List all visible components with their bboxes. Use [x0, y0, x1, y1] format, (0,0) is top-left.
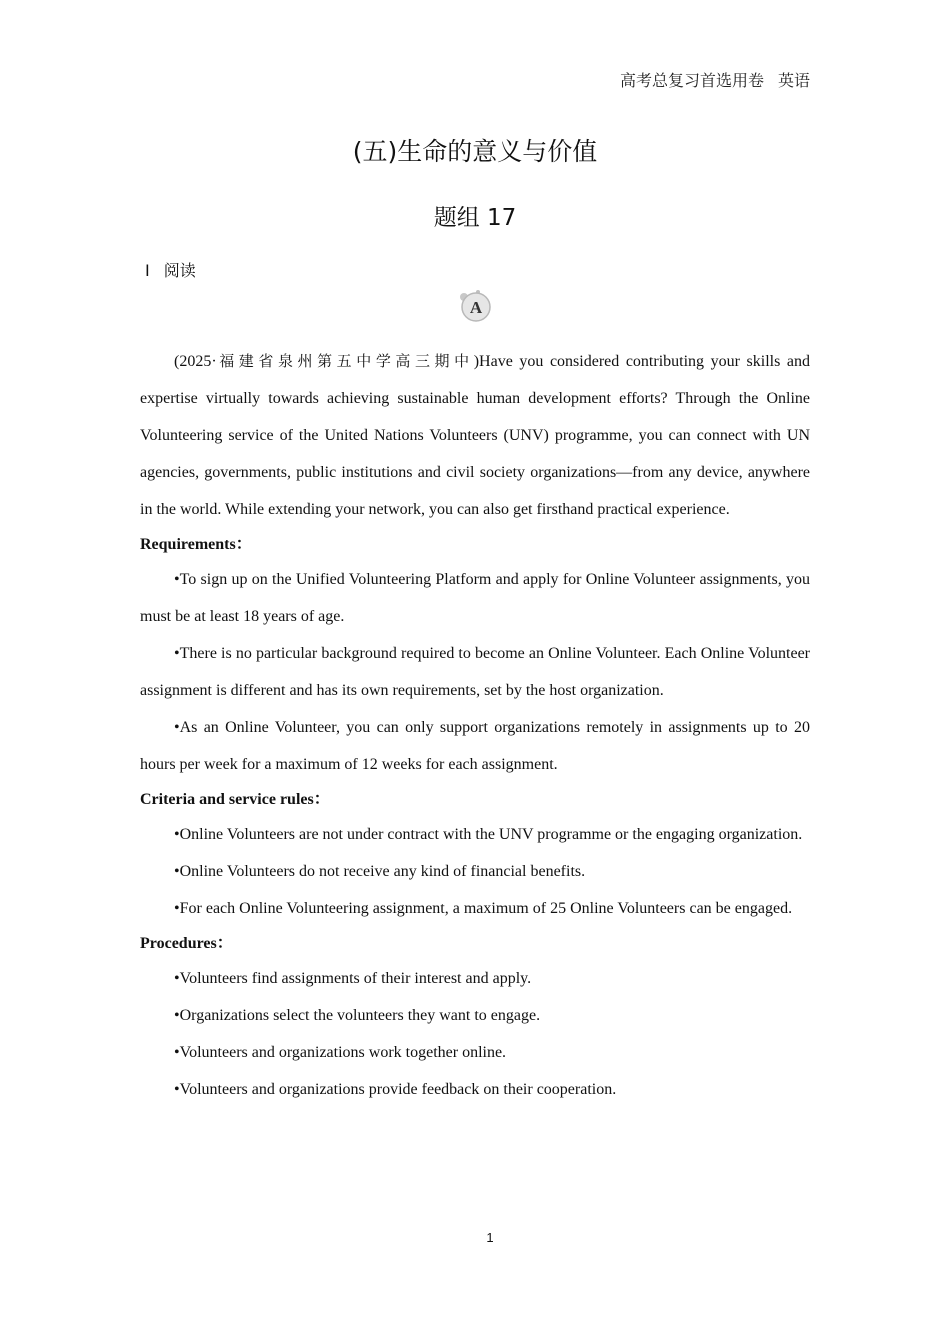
- page-title: (五)生命的意义与价值: [352, 137, 598, 166]
- subject-label: 英语: [777, 73, 810, 90]
- intro-paragraph: [140, 343, 810, 528]
- bullet-icon: •: [174, 970, 180, 987]
- section-heading-criteria: Criteria and service rules：: [140, 791, 330, 808]
- bullet-icon: •: [174, 1081, 180, 1098]
- bullet-icon: •: [174, 900, 180, 917]
- list-item: •As an Online Volunteer, you can only support organizations remotely in assignments up to 20 hours per week for a maximum of 12 weeks for each assignment.: [140, 719, 810, 773]
- list-item: •To sign up on the Unified Volunteering Platform and apply for Online Volunteer assignments, you must be at least 18 years of age.: [140, 571, 810, 625]
- page-header: [620, 68, 810, 91]
- badge-letter: A: [469, 298, 483, 317]
- section-label: [145, 258, 196, 281]
- passage-a-badge-icon: [458, 289, 494, 325]
- list-item: •Online Volunteers are not under contract with the UNV programme or the engaging organization.: [174, 826, 803, 843]
- section-number: Ⅰ: [145, 263, 150, 280]
- list-item: •Online Volunteers do not receive any kind of financial benefits.: [174, 863, 586, 880]
- bullet-icon: •: [174, 719, 180, 736]
- source-name: 福建省泉州第五中学高三期中: [216, 352, 474, 370]
- bullet-icon: •: [174, 826, 180, 843]
- bullet-icon: •: [174, 645, 180, 662]
- page-number: 1: [486, 1230, 494, 1245]
- list-item: •Volunteers and organizations work together online.: [174, 1044, 507, 1061]
- bullet-icon: •: [174, 1044, 180, 1061]
- list-item: •Organizations select the volunteers they want to engage.: [174, 1007, 541, 1024]
- book-title: 高考总复习首选用卷: [619, 73, 764, 90]
- bullet-icon: •: [174, 863, 180, 880]
- list-item: •For each Online Volunteering assignment, a maximum of 25 Online Volunteers can be engaged.: [174, 900, 793, 917]
- passage-content: [140, 343, 810, 1108]
- bullet-icon: •: [174, 1007, 180, 1024]
- bullet-icon: •: [174, 571, 180, 588]
- group-title: 题组 17: [433, 205, 517, 231]
- list-item: •There is no particular background required to become an Online Volunteer. Each Online Volunteer assignment is different and has its own requirements, set by the host organization.: [140, 645, 810, 699]
- section-heading-procedures: Procedures：: [140, 935, 233, 952]
- intro-text: Have you considered contributing your skills and expertise virtually towards achieving sustainable human development efforts? Through the Online Volunteering service of the United Nations Volunteers (UNV) programme, you can connect with UN agencies, governments, public institutions and civil society organizations—from any device, anywhere in the world. While extending your network, you can also get firsthand practical experience.: [140, 353, 810, 518]
- section-name: 阅读: [163, 261, 196, 280]
- source-close: ): [473, 353, 480, 370]
- section-heading-requirements: Requirements：: [140, 536, 252, 553]
- list-item: •Volunteers find assignments of their interest and apply.: [174, 970, 532, 987]
- source-open: (2025·: [174, 353, 217, 370]
- list-item: •Volunteers and organizations provide feedback on their cooperation.: [174, 1081, 617, 1098]
